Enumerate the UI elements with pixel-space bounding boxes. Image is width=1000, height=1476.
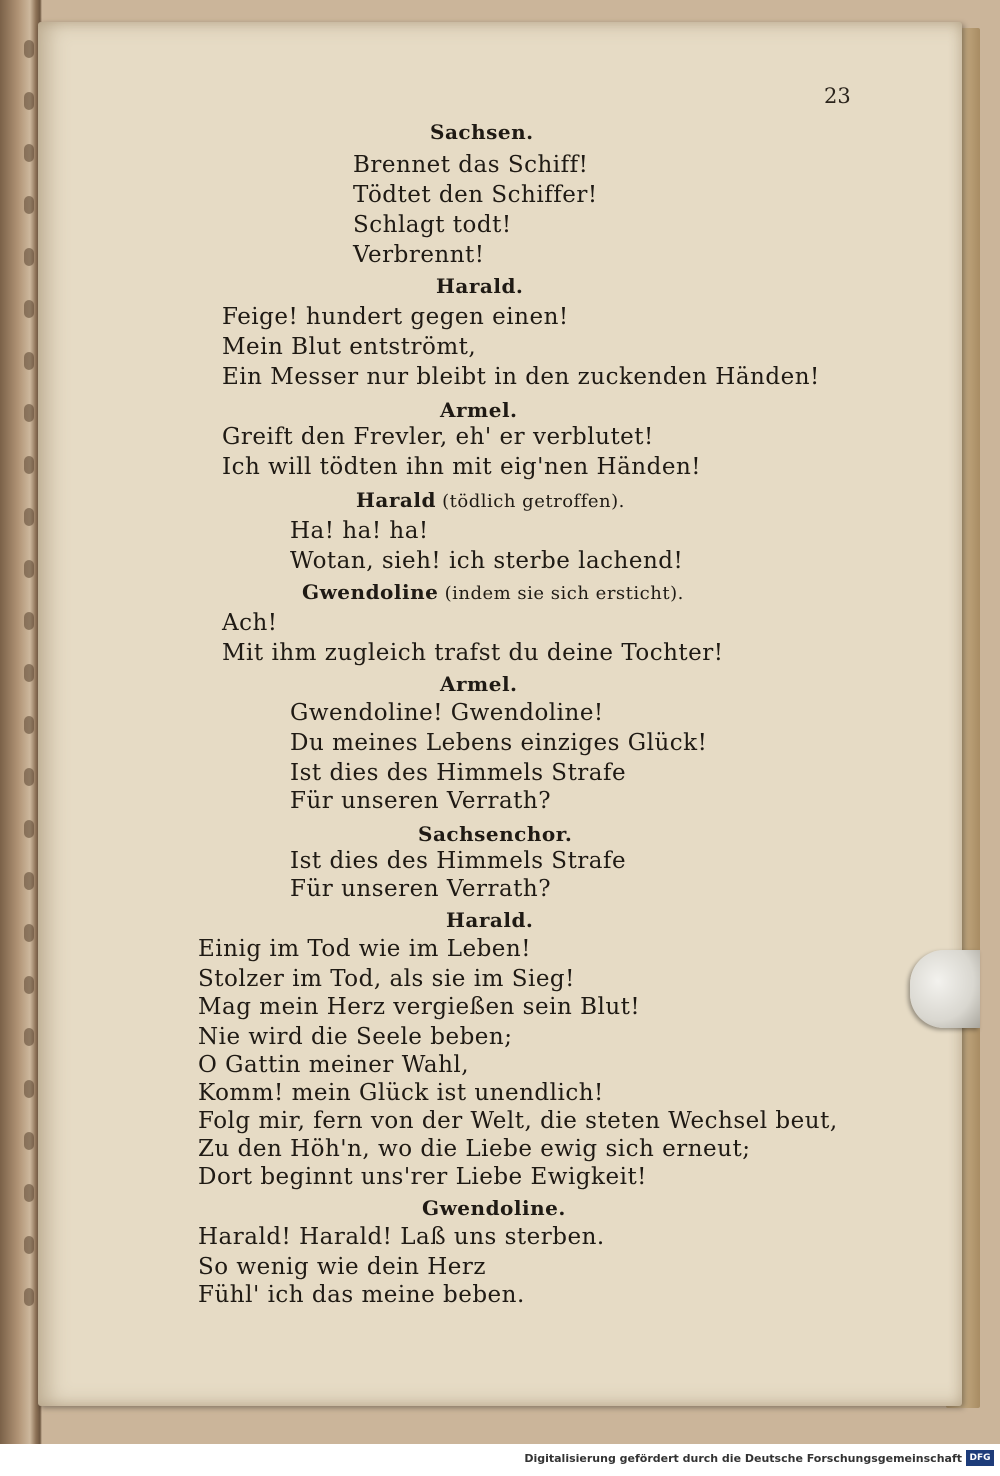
stitch-mark: [24, 352, 34, 370]
verse-line: Nie wird die Seele beben;: [198, 1024, 513, 1050]
verse-line: Mag mein Herz vergießen sein Blut!: [198, 994, 641, 1020]
verse-line: Ach!: [222, 610, 278, 636]
verse-line: Zu den Höh'n, wo die Liebe ewig sich erneut;: [198, 1136, 751, 1162]
speaker-heading: [440, 398, 518, 422]
verse-line: Folg mir, fern von der Welt, die steten Wechsel beut,: [198, 1108, 838, 1134]
verse-line: Stolzer im Tod, als sie im Sieg!: [198, 966, 575, 992]
verse-line: Fühl' ich das meine beben.: [198, 1282, 525, 1308]
verse-line: Wotan, sieh! ich sterbe lachend!: [290, 548, 684, 574]
verse-line: Ich will tödten ihn mit eig'nen Händen!: [222, 454, 701, 480]
stage-direction: (tödlich getroffen).: [435, 491, 625, 512]
stitch-mark: [24, 560, 34, 578]
verse-line: Schlagt todt!: [353, 212, 512, 238]
speaker-heading: [436, 274, 523, 298]
verse-line: Ist dies des Himmels Strafe: [290, 760, 627, 786]
stitch-mark: [24, 144, 34, 162]
stitch-mark: [24, 404, 34, 422]
book-page: [38, 22, 962, 1406]
stitch-mark: [24, 976, 34, 994]
speaker-heading: [418, 822, 572, 846]
verse-line: Ein Messer nur bleibt in den zuckenden Händen!: [222, 364, 820, 390]
stitch-mark: [24, 1132, 34, 1150]
stitch-mark: [24, 1184, 34, 1202]
speaker-heading: [430, 120, 534, 144]
verse-line: Gwendoline! Gwendoline!: [290, 700, 604, 726]
speaker-name: Sachsenchor.: [418, 822, 573, 846]
stitch-mark: [24, 924, 34, 942]
speaker-heading: [422, 1196, 566, 1220]
stitch-mark: [24, 612, 34, 630]
stitch-mark: [24, 716, 34, 734]
stitch-mark: [24, 872, 34, 890]
verse-line: Einig im Tod wie im Leben!: [198, 936, 531, 962]
speaker-heading: [302, 580, 684, 604]
footer-bar: [0, 1444, 1000, 1476]
verse-line: O Gattin meiner Wahl,: [198, 1052, 470, 1078]
stitch-mark: [24, 768, 34, 786]
speaker-name: Gwendoline: [302, 580, 439, 604]
speaker-name: Gwendoline.: [422, 1196, 566, 1220]
stitch-mark: [24, 1288, 34, 1306]
verse-line: Mein Blut entströmt,: [222, 334, 477, 360]
verse-line: So wenig wie dein Herz: [198, 1254, 486, 1280]
verse-line: Ha! ha! ha!: [290, 518, 429, 544]
verse-line: Feige! hundert gegen einen!: [222, 304, 569, 330]
speaker-name: Armel.: [440, 672, 518, 696]
stitch-mark: [24, 248, 34, 266]
verse-line: Brennet das Schiff!: [353, 152, 589, 178]
speaker-name: Sachsen.: [430, 120, 534, 144]
stitch-mark: [24, 300, 34, 318]
verse-line: Für unseren Verrath?: [290, 876, 552, 902]
page-tab-marker: [910, 950, 980, 1028]
speaker-name: Harald.: [446, 908, 534, 932]
stitch-mark: [24, 1028, 34, 1046]
stitch-mark: [24, 820, 34, 838]
speaker-heading: [440, 672, 518, 696]
verse-line: Greift den Frevler, eh' er verblutet!: [222, 424, 654, 450]
page-number: 23: [824, 84, 851, 108]
verse-line: Tödtet den Schiffer!: [353, 182, 598, 208]
speaker-name: Harald: [356, 488, 436, 512]
stitch-mark: [24, 1236, 34, 1254]
stage-direction: (indem sie sich ersticht).: [438, 583, 684, 604]
verse-line: Komm! mein Glück ist unendlich!: [198, 1080, 604, 1106]
stitch-mark: [24, 456, 34, 474]
verse-line: Für unseren Verrath?: [290, 788, 552, 814]
verse-line: Mit ihm zugleich trafst du deine Tochter!: [222, 640, 724, 666]
speaker-name: Harald.: [436, 274, 524, 298]
stitch-mark: [24, 664, 34, 682]
verse-line: Harald! Harald! Laß uns sterben.: [198, 1224, 605, 1250]
dfg-logo: DFG: [966, 1450, 994, 1466]
speaker-heading: [356, 488, 625, 512]
funding-note: Digitalisierung gefördert durch die Deutsche Forschungsgemeinschaft: [524, 1452, 962, 1465]
verse-line: Dort beginnt uns'rer Liebe Ewigkeit!: [198, 1164, 647, 1190]
stitch-mark: [24, 508, 34, 526]
stitch-mark: [24, 196, 34, 214]
verse-line: Du meines Lebens einziges Glück!: [290, 730, 708, 756]
binding-stitches: [24, 40, 38, 1360]
stitch-mark: [24, 40, 34, 58]
verse-line: Verbrennt!: [353, 242, 485, 268]
speaker-heading: [446, 908, 533, 932]
stitch-mark: [24, 1080, 34, 1098]
speaker-name: Armel.: [440, 398, 518, 422]
verse-line: Ist dies des Himmels Strafe: [290, 848, 627, 874]
stitch-mark: [24, 92, 34, 110]
